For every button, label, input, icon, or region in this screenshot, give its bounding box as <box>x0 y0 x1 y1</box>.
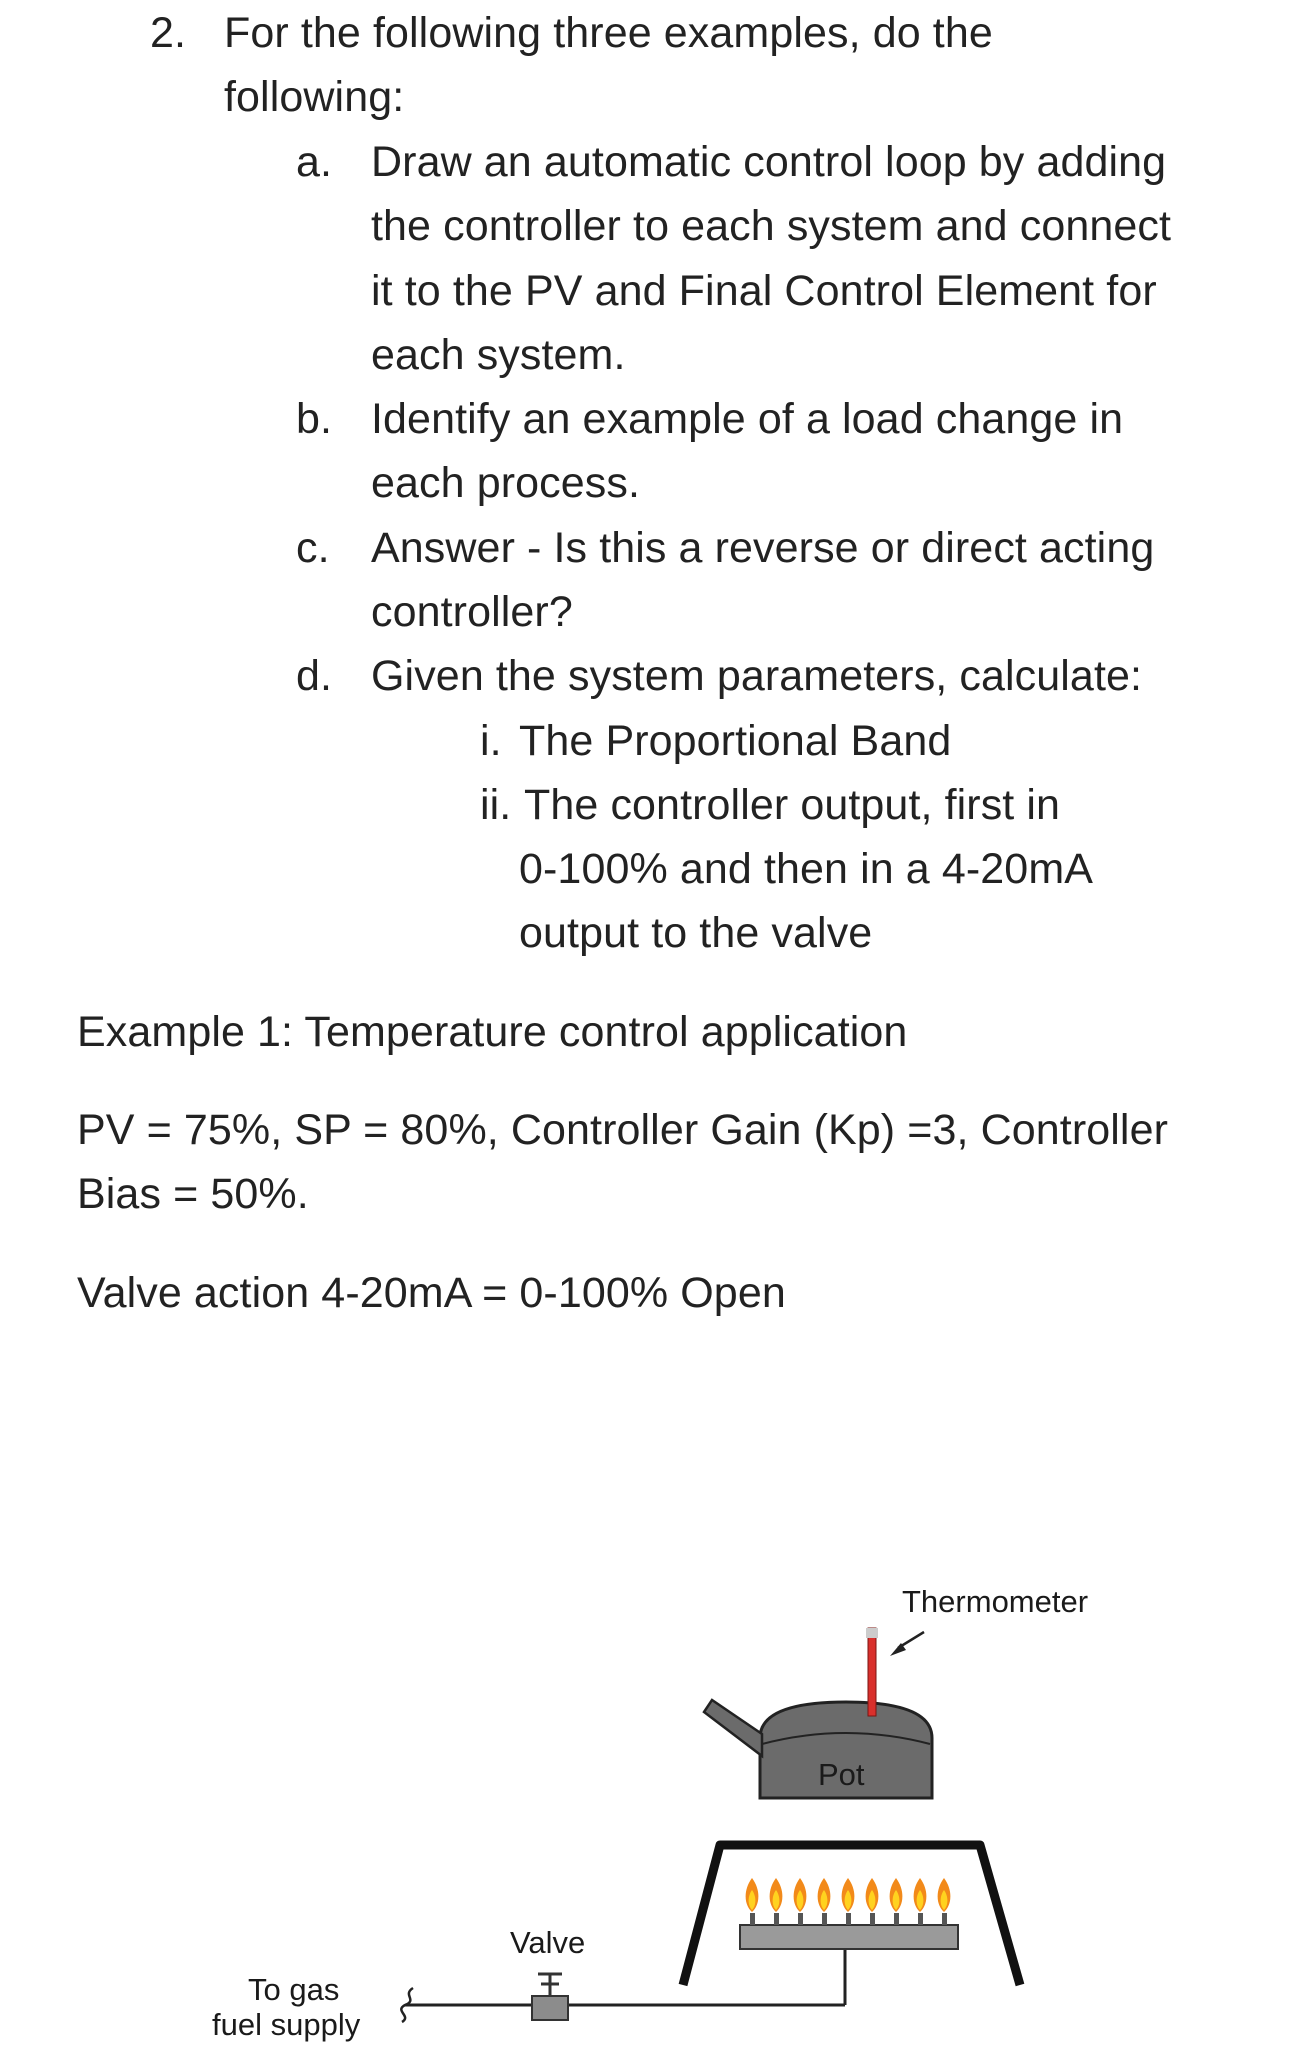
subitem-ii-line3: output to the valve <box>519 909 873 957</box>
pot-label: Pot <box>818 1757 865 1792</box>
example-params-line2: Bias = 50%. <box>77 1170 309 1218</box>
item-a-line3: it to the PV and Final Control Element for <box>371 267 1157 315</box>
question-intro-line2: following: <box>224 73 405 121</box>
gas-pipe <box>405 1948 845 2005</box>
burner <box>740 1925 958 1949</box>
subitem-i-marker: i. <box>480 717 502 765</box>
gas-supply-label-line2: fuel supply <box>212 2007 361 2042</box>
subitem-ii-line2: 0-100% and then in a 4-20mA <box>519 845 1094 893</box>
flames <box>746 1878 951 1912</box>
item-a-marker: a. <box>296 138 333 186</box>
thermometer-label: Thermometer <box>902 1584 1089 1619</box>
item-a-line1: Draw an automatic control loop by adding <box>371 138 1167 186</box>
item-c-marker: c. <box>296 524 330 572</box>
burner-port <box>822 1913 827 1925</box>
item-c-line2: controller? <box>371 588 573 636</box>
subitem-ii-marker: ii. <box>480 781 512 829</box>
example-title: Example 1: Temperature control application <box>77 1008 908 1056</box>
burner-port <box>798 1913 803 1925</box>
gas-supply-label-line1: To gas <box>248 1972 340 2007</box>
stove-frame <box>683 1845 1020 1985</box>
subitem-i-line1: The Proportional Band <box>519 717 952 765</box>
item-a-line2: the controller to each system and connect <box>371 202 1172 250</box>
question-intro-line1: For the following three examples, do the <box>224 9 993 57</box>
valve-label: Valve <box>510 1925 586 1960</box>
burner-port <box>894 1913 899 1925</box>
item-d-line1: Given the system parameters, calculate: <box>371 652 1143 700</box>
burner-ports <box>750 1913 947 1925</box>
item-b-line1: Identify an example of a load change in <box>371 395 1124 443</box>
subitem-ii-line1: The controller output, first in <box>524 781 1061 829</box>
valve-icon <box>532 1974 568 2020</box>
burner-port <box>750 1913 755 1925</box>
item-b-line2: each process. <box>371 459 641 507</box>
burner-port <box>846 1913 851 1925</box>
burner-port <box>774 1913 779 1925</box>
item-a-line4: each system. <box>371 331 626 379</box>
example-valve-action: Valve action 4-20mA = 0-100% Open <box>77 1269 786 1317</box>
burner-port <box>918 1913 923 1925</box>
item-c-line1: Answer - Is this a reverse or direct acting <box>371 524 1155 572</box>
burner-port <box>942 1913 947 1925</box>
example-params-line1: PV = 75%, SP = 80%, Controller Gain (Kp) =3, Controller <box>77 1106 1168 1154</box>
question-number: 2. <box>150 9 187 57</box>
thermometer <box>866 1628 878 1716</box>
burner-port <box>870 1913 875 1925</box>
item-b-marker: b. <box>296 395 333 443</box>
item-d-marker: d. <box>296 652 333 700</box>
